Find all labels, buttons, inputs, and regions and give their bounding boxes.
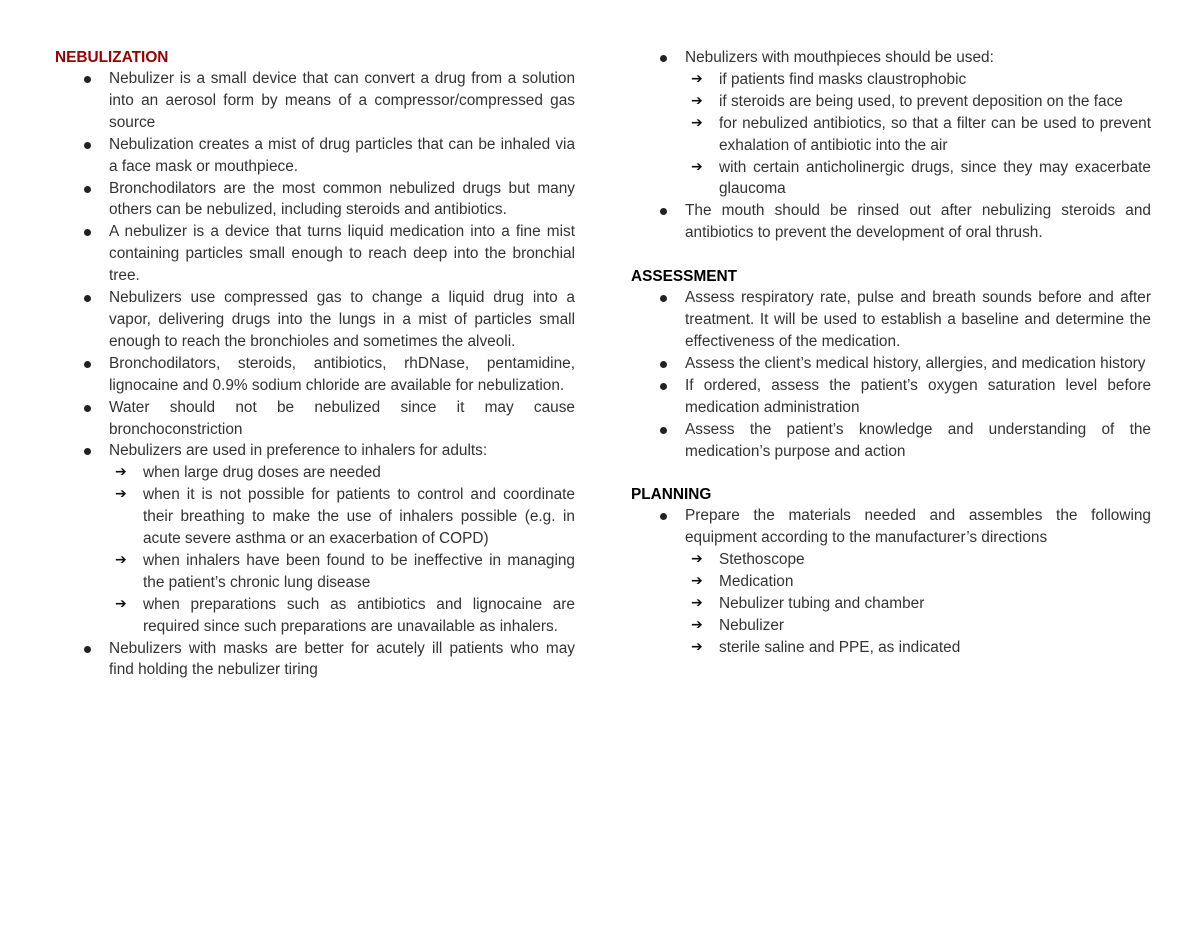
nebulization-heading: NEBULIZATION bbox=[55, 49, 169, 66]
bullet-dot-icon bbox=[84, 448, 91, 455]
list-item bbox=[55, 353, 575, 397]
sub-list bbox=[685, 549, 1151, 659]
arrow-right-icon: ➔ bbox=[691, 158, 703, 175]
list-item bbox=[631, 287, 1151, 353]
list-item bbox=[55, 440, 575, 637]
bullet-dot-icon bbox=[84, 229, 91, 236]
list-item-text: If ordered, assess the patient’s oxygen saturation level before medication administration bbox=[685, 376, 1151, 416]
list-item-text: Assess respiratory rate, pulse and breath sounds before and after treatment. It will be used to establish a baseline and determine the effectiveness of the medication. bbox=[685, 289, 1151, 350]
mouthpiece-list bbox=[631, 47, 1151, 244]
list-item bbox=[631, 419, 1151, 463]
sub-list-item bbox=[685, 571, 1151, 593]
list-item-text: Bronchodilators, steroids, antibiotics, rhDNase, pentamidine, lignocaine and 0.9% sodium chloride are available for nebulization. bbox=[109, 354, 575, 394]
list-item bbox=[55, 287, 575, 353]
bullet-dot-icon bbox=[660, 295, 667, 302]
arrow-right-icon: ➔ bbox=[115, 464, 127, 481]
list-item-text: Nebulization creates a mist of drug particles that can be inhaled via a face mask or mouthpiece. bbox=[109, 135, 575, 175]
list-item-text: Assess the client’s medical history, allergies, and medication history bbox=[685, 354, 1146, 372]
bullet-dot-icon bbox=[84, 142, 91, 149]
list-item-text: The mouth should be rinsed out after nebulizing steroids and antibiotics to prevent the development of oral thrush. bbox=[685, 202, 1151, 242]
sub-list-item-text: when inhalers have been found to be ineffective in managing the patient’s chronic lung disease bbox=[143, 551, 575, 591]
list-item-text: Bronchodilators are the most common nebulized drugs but many others can be nebulized, including steroids and antibiotics. bbox=[109, 179, 575, 219]
list-item-text: Nebulizers use compressed gas to change a liquid drug into a vapor, delivering drugs into the lungs in a mist of particles small enough to reach the bronchioles and sometimes the alveoli. bbox=[109, 289, 575, 350]
section-spacer bbox=[631, 244, 1151, 266]
sub-list-item-text: if patients find masks claustrophobic bbox=[719, 70, 967, 88]
sub-list-item bbox=[685, 157, 1151, 201]
assessment-heading: ASSESSMENT bbox=[631, 268, 738, 286]
list-item bbox=[631, 375, 1151, 419]
sub-list-item-text: sterile saline and PPE, as indicated bbox=[719, 638, 961, 656]
list-item bbox=[631, 505, 1151, 658]
arrow-right-icon: ➔ bbox=[691, 114, 703, 131]
bullet-dot-icon bbox=[660, 55, 667, 62]
sub-list-item-text: with certain anticholinergic drugs, since they may exacerbate glaucoma bbox=[719, 158, 1151, 198]
sub-list-item bbox=[685, 549, 1151, 571]
list-item-text: Nebulizers are used in preference to inhalers for adults: bbox=[109, 442, 488, 460]
arrow-right-icon: ➔ bbox=[691, 573, 703, 590]
bullet-dot-icon bbox=[660, 208, 667, 215]
list-item bbox=[55, 178, 575, 222]
nebulization-list bbox=[55, 68, 575, 681]
list-item-text: Nebulizer is a small device that can convert a drug from a solution into an aerosol form by means of a compressor/compressed gas source bbox=[109, 70, 575, 131]
sub-list-item bbox=[685, 91, 1151, 113]
list-item bbox=[631, 47, 1151, 200]
list-item bbox=[55, 638, 575, 682]
sub-list-item-text: Medication bbox=[719, 573, 794, 591]
list-item-text: Nebulizers with mouthpieces should be used: bbox=[685, 49, 994, 66]
sub-list-item-text: if steroids are being used, to prevent deposition on the face bbox=[719, 92, 1123, 110]
list-item bbox=[55, 134, 575, 178]
list-item-text: Nebulizers with masks are better for acutely ill patients who may find holding the nebulizer tiring bbox=[109, 639, 575, 679]
arrow-right-icon: ➔ bbox=[691, 92, 703, 109]
sub-list-item-text: Nebulizer bbox=[719, 616, 785, 634]
sub-list-item bbox=[685, 615, 1151, 637]
bullet-dot-icon bbox=[84, 646, 91, 653]
sub-list-item bbox=[109, 484, 575, 550]
list-item-text: Prepare the materials needed and assembles the following equipment according to the manufacturer’s directions bbox=[685, 507, 1151, 547]
arrow-right-icon: ➔ bbox=[691, 595, 703, 612]
bullet-dot-icon bbox=[660, 427, 667, 434]
sub-list-item bbox=[685, 593, 1151, 615]
sub-list-item bbox=[685, 637, 1151, 659]
sub-list-item bbox=[109, 550, 575, 594]
arrow-right-icon: ➔ bbox=[691, 551, 703, 568]
list-item-text: A nebulizer is a device that turns liquid medication into a fine mist containing particles small enough to reach deep into the bronchial tree. bbox=[109, 223, 575, 285]
bullet-dot-icon bbox=[84, 295, 91, 302]
assessment-list bbox=[631, 287, 1151, 462]
bullet-dot-icon bbox=[84, 186, 91, 193]
sub-list-item-text: for nebulized antibiotics, so that a filter can be used to prevent exhalation of antibiotic into the air bbox=[719, 114, 1151, 154]
list-item bbox=[55, 68, 575, 134]
sub-list-item-text: Stethoscope bbox=[719, 551, 805, 569]
planning-heading: PLANNING bbox=[631, 486, 712, 504]
sub-list-item bbox=[109, 462, 575, 484]
list-item-text: Water should not be nebulized since it may cause bronchoconstriction bbox=[109, 398, 575, 438]
bullet-dot-icon bbox=[660, 361, 667, 368]
bullet-dot-icon bbox=[84, 405, 91, 412]
bullet-dot-icon bbox=[84, 76, 91, 83]
sub-list bbox=[109, 462, 575, 637]
arrow-right-icon: ➔ bbox=[691, 70, 703, 87]
planning-list bbox=[631, 505, 1151, 658]
sub-list-item-text: when preparations such as antibiotics and lignocaine are required since such preparations are unavailable as inhalers. bbox=[143, 595, 575, 635]
sub-list-item-text: when it is not possible for patients to control and coordinate their breathing to make the use of inhalers possible (e.g. in acute severe asthma or an exacerbation of COPD) bbox=[143, 486, 575, 548]
bullet-dot-icon bbox=[84, 361, 91, 368]
bullet-dot-icon bbox=[660, 383, 667, 390]
arrow-right-icon: ➔ bbox=[691, 638, 703, 655]
section-spacer bbox=[631, 462, 1151, 484]
sub-list-item bbox=[685, 69, 1151, 91]
sub-list-item bbox=[109, 594, 575, 638]
arrow-right-icon: ➔ bbox=[115, 551, 127, 568]
sub-list-item-text: when large drug doses are needed bbox=[143, 464, 381, 482]
sub-list-item bbox=[685, 113, 1151, 157]
right-column bbox=[631, 47, 1151, 659]
sub-list bbox=[685, 69, 1151, 200]
list-item-text: Assess the patient’s knowledge and understanding of the medication’s purpose and action bbox=[685, 420, 1151, 460]
arrow-right-icon: ➔ bbox=[115, 595, 127, 612]
sub-list-item-text: Nebulizer tubing and chamber bbox=[719, 595, 925, 613]
arrow-right-icon: ➔ bbox=[691, 616, 703, 633]
list-item bbox=[55, 397, 575, 441]
list-item bbox=[631, 353, 1151, 375]
list-item bbox=[55, 221, 575, 287]
left-column bbox=[55, 47, 575, 681]
list-item bbox=[631, 200, 1151, 244]
arrow-right-icon: ➔ bbox=[115, 486, 127, 503]
bullet-dot-icon bbox=[660, 513, 667, 520]
